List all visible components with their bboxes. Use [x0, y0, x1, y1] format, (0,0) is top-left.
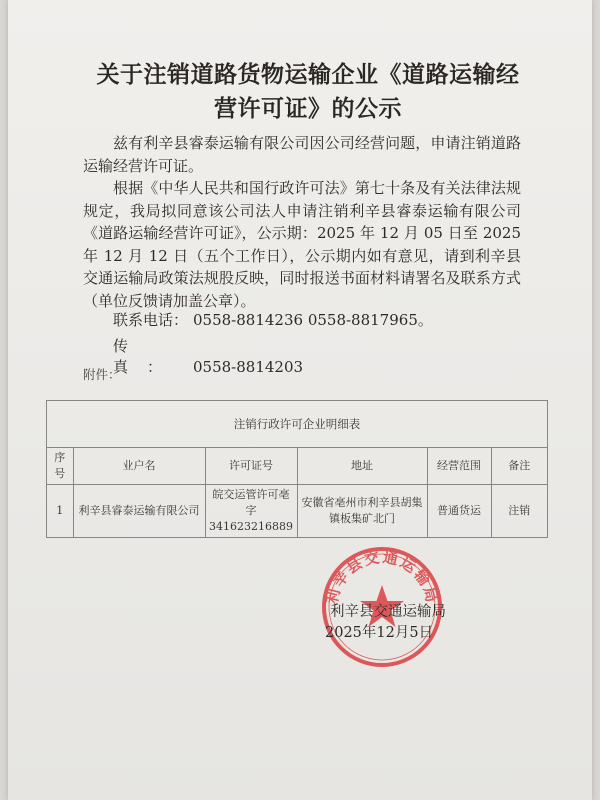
notice-body — [83, 132, 521, 312]
table-row — [47, 485, 547, 538]
header-scope: 经营范围 — [427, 448, 491, 485]
fax-label: 传真： — [113, 337, 182, 376]
signature-date: 2025年12月5日 — [325, 625, 434, 641]
revocation-table — [46, 400, 548, 538]
seal-text: 利辛县交通运输局 — [322, 548, 442, 606]
table-grid — [47, 448, 547, 537]
cell-license: 皖交运管许可亳字341623216889 — [205, 485, 297, 538]
header-no: 序号 — [47, 448, 73, 485]
title-line-1: 关于注销道路货物运输企业《道路运输经 — [96, 61, 520, 88]
table-caption: 注销行政许可企业明细表 — [47, 401, 547, 448]
cell-scope: 普通货运 — [427, 485, 491, 538]
fax-value: 0558-8814203 — [193, 358, 304, 376]
phone-label: 联系电话： — [113, 311, 189, 329]
phone-value: 0558-8814236 0558-8817965。 — [193, 311, 433, 329]
cell-no: 1 — [47, 485, 73, 538]
title-line-2: 营许可证》的公示 — [214, 95, 402, 122]
header-name: 业户名 — [73, 448, 205, 485]
signature-organization: 利辛县交通运输局 — [330, 604, 446, 620]
header-license: 许可证号 — [205, 448, 297, 485]
contact-phone — [113, 309, 433, 330]
attachment-label: 附件： — [83, 367, 121, 382]
cell-remark: 注销 — [491, 485, 547, 538]
table-header-row — [47, 448, 547, 485]
paragraph-application: 兹有利辛县睿泰运输有限公司因公司经营问题，申请注销道路运输经营许可证。 — [83, 134, 521, 175]
header-address: 地址 — [297, 448, 427, 485]
contact-fax — [113, 335, 303, 377]
document-title — [58, 58, 558, 126]
cell-address: 安徽省亳州市利辛县胡集镇板集矿北门 — [297, 485, 427, 538]
header-remark: 备注 — [491, 448, 547, 485]
cell-name: 利辛县睿泰运输有限公司 — [73, 485, 205, 538]
paragraph-legal-basis: 根据《中华人民共和国行政许可法》第七十条及有关法律法规规定，我局拟同意该公司法人申请注销利辛县睿泰运输有限公司《道路运输经营许可证》，公示期：2025 年 12 月 05 日至 2025 年 12 月 12 日（五个工作日），公示期内如有意见，请到利辛县交通运输局政策法规股反映，同时报送书面材料请署名及联系方式（单位反馈请加盖公章）。 — [83, 179, 521, 310]
